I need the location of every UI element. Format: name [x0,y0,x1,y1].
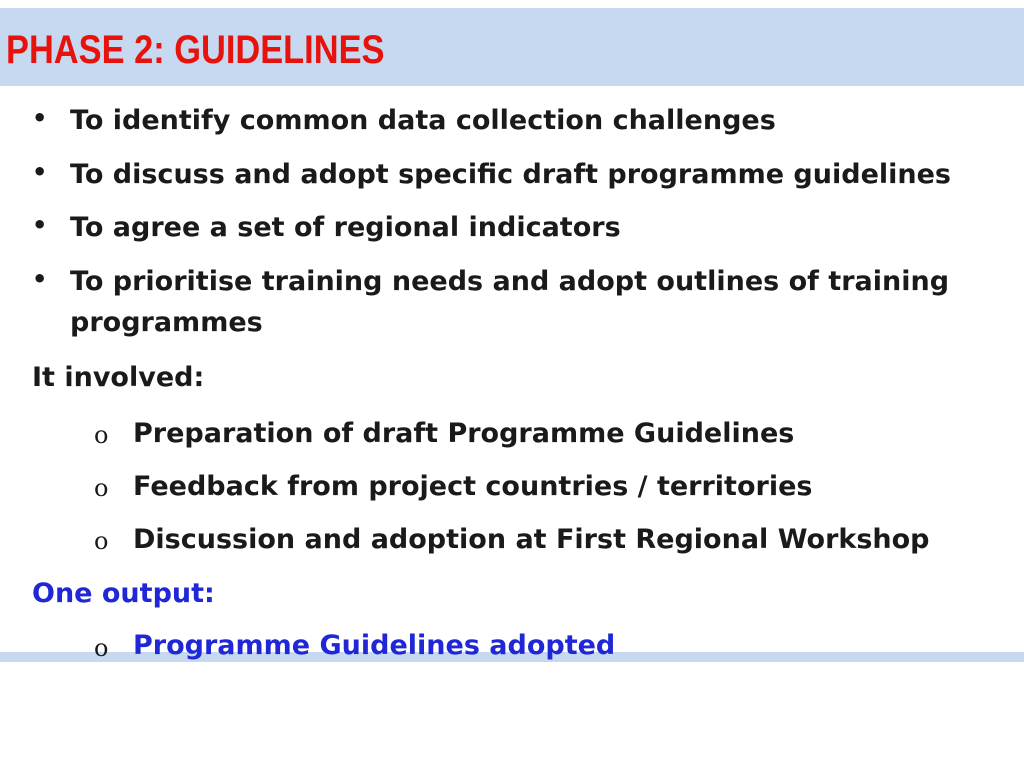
objective-item: To identify common data collection challenges [70,105,776,136]
involved-item: Discussion and adoption at First Regional Workshop [133,524,930,555]
involved-item: Preparation of draft Programme Guidelines [133,418,795,449]
involved-item: Feedback from project countries / territories [133,471,813,502]
bullet-marker: • [32,211,48,239]
bullet-marker: • [32,158,48,186]
output-heading: One output: [32,578,215,609]
bullet-marker: • [32,265,48,293]
slide-title: PHASE 2: GUIDELINES [6,28,385,72]
output-item: Programme Guidelines adopted [133,630,616,661]
bullet-marker: • [32,104,48,132]
objective-item: To agree a set of regional indicators [70,212,621,243]
objective-item: To discuss and adopt specific draft programme guidelines [70,159,951,190]
objective-item: To prioritise training needs and adopt outlines of training programmes [70,266,950,338]
involved-heading: It involved: [32,362,205,393]
sub-bullet-marker: o [94,474,109,502]
sub-bullet-marker: o [94,634,109,662]
sub-bullet-marker: o [94,421,109,449]
sub-bullet-marker: o [94,527,109,555]
